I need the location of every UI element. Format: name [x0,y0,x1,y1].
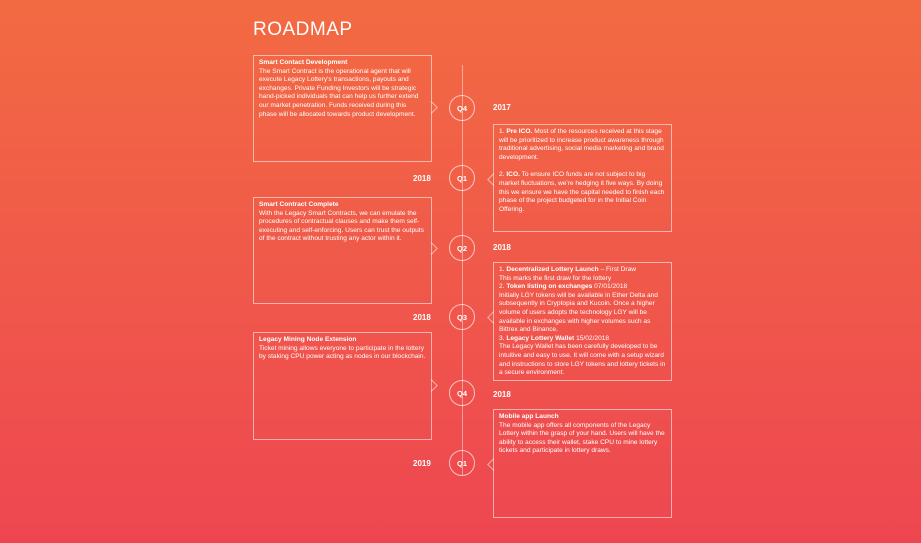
milestone-item [499,283,666,335]
milestone-item [499,171,666,214]
item-number: 2. [499,171,505,179]
milestone-item [499,128,666,162]
quarter-node[interactable] [449,304,475,330]
item-title: ICO. [506,171,520,179]
milestone-text: The mobile app offers all components of the Legacy Lottery within the grasp of your hand. Users will have the ability to access their wallet, stake CPU to mine lottery tickets and participate in lottery draws. [499,421,665,455]
roadmap-title: ROADMAP [253,19,353,40]
quarter-node[interactable] [449,95,475,121]
card-pointer [487,311,500,324]
item-number: 1. [499,266,505,273]
year-label: 2018 [413,174,431,183]
quarter-label: Q1 [456,173,467,183]
milestone-text: The Smart Contract is the operational agent that will execute Legacy Lottery's transactions, payouts and exchanges. Private Funding Investors will be strategic hand-picked individuals that can help us further extend our market penetration. Funds received during this phase will be allocated towards product development. [259,67,419,118]
item-number: 1. [499,128,505,135]
milestone-card [253,197,432,304]
milestone-title: Smart Contact Development [259,59,348,66]
milestone-title: Legacy Mining Node Extension [259,336,357,343]
milestone-card [493,409,672,518]
milestone-text: With the Legacy Smart Contracts, we can emulate the procedures of contractual clauses and make them self-executing and self-enforcing. Users can trust the outputs of the contract without trusting any actor within it. [259,209,424,243]
timeline-line [462,65,463,475]
item-number: 2. [499,283,505,291]
quarter-label: Q1 [456,458,467,468]
item-date: 07/01/2018 [592,283,628,291]
item-text: This marks the first draw for the lottery [499,274,612,282]
item-title: Token listing on exchanges [506,283,593,291]
milestone-card [493,124,672,232]
milestone-item [499,266,666,283]
card-pointer [425,101,438,114]
year-label: 2017 [493,103,511,112]
quarter-label: Q4 [456,103,467,113]
milestone-card [493,262,672,381]
item-text: Initially LGY tokens will be available in Ether Delta and subsequently in Cryptopia and Kucoin. Once a higher volume of users adopts the technology LGY will be available in exchanges with higher volumes such as Bittrex and Binance. [499,291,658,334]
item-date: 15/02/2018 [574,334,610,342]
card-pointer [487,173,500,186]
milestone-title: Smart Contract Complete [259,201,339,208]
milestone-card [253,332,432,440]
quarter-node[interactable] [449,450,475,476]
card-pointer [425,242,438,255]
card-pointer [425,379,438,392]
card-pointer [487,458,500,471]
year-label: 2018 [413,313,431,322]
milestone-title: Mobile app Launch [499,413,559,420]
item-title: Legacy Lottery Wallet [506,334,575,342]
quarter-node[interactable] [449,165,475,191]
milestone-card [253,55,432,162]
year-label: 2018 [493,243,511,252]
item-text: Most of the resources received at this stage will be prioritized to increase product awareness through traditional advertising, social media marketing and brand development. [499,128,664,161]
year-label: 2018 [493,390,511,399]
quarter-node[interactable] [449,380,475,406]
item-title: Decentralized Lottery Launch [506,266,599,273]
item-text: To ensure ICO funds are not subject to big market fluctuations, we're hedging it five ways. By doing this we ensure we have the capital needed to finish each phase of the project budgeted for in the Initial Coin Offering. [499,171,665,213]
quarter-label: Q3 [456,312,467,322]
milestone-item [499,335,666,378]
quarter-label: Q2 [456,243,467,253]
item-number: 3. [499,334,505,342]
item-title: Pre ICO. [506,128,533,135]
quarter-label: Q4 [456,388,467,398]
item-date: – First Draw [598,266,637,273]
item-text: The Legacy Wallet has been carefully developed to be intuitive and easy to use. It will come with a setup wizard and instructions to store LGY tokens and lottery tickets in a secure environment. [499,343,666,377]
year-label: 2019 [413,459,431,468]
milestone-text: Ticket mining allows everyone to participate in the lottery by staking CPU power acting as nodes in our blockchain. [259,344,426,361]
quarter-node[interactable] [449,235,475,261]
